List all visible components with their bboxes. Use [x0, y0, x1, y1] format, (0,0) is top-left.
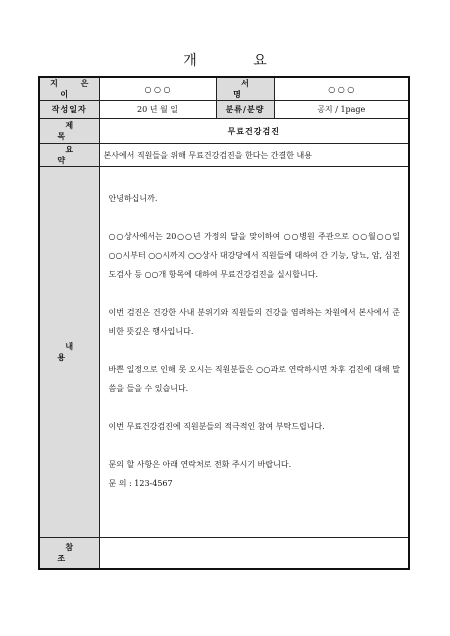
greeting-text: 안녕하십니까.: [108, 194, 158, 203]
subject-label: 제 목: [39, 119, 99, 144]
summary-row: [39, 144, 409, 167]
summary-label: 요 약: [39, 144, 99, 167]
author-label: 지 은 이: [39, 77, 99, 101]
author-value: ○ ○ ○: [99, 77, 216, 101]
sign-label: 서 명: [216, 77, 274, 101]
date-label: 작성일자: [39, 101, 99, 119]
content-paragraph-1: ○○상사에서는 20○○년 가정의 달을 맞이하여 ○○병원 주관으로 ○○월○○일 ○○시부터 ○○시까지 ○○상사 대강당에서 직원들에 대하여 간 기능, 당뇨, 암, 심전도검사 등 ○○개 항목에 대하여 무료건강검진을 실시합니다.: [108, 232, 400, 279]
summary-form-table: [38, 76, 410, 570]
subject-row: [39, 119, 409, 144]
category-label: 분류/분량: [216, 101, 274, 119]
content-body: [99, 167, 409, 538]
contact-note: 문의 할 사항은 아래 연락처로 전화 주시기 바랍니다.: [108, 460, 292, 469]
content-paragraph-2: 이번 검진은 건강한 사내 분위기와 직원들의 건강을 염려하는 차원에서 본사에서 준비한 뜻깊은 행사입니다.: [108, 308, 400, 336]
author-row: [39, 77, 409, 101]
reference-value: [99, 538, 409, 569]
subject-value: 무료건강검진: [99, 119, 409, 144]
content-label: 내 용: [39, 167, 99, 538]
category-value: 공지 / 1page: [274, 101, 409, 119]
contact-number: 문 의 : 123-4567: [108, 479, 173, 488]
content-row: [39, 167, 409, 538]
summary-value: 본사에서 직원들을 위해 무료건강검진을 한다는 간결한 내용: [99, 144, 409, 167]
reference-label: 참 조: [39, 538, 99, 569]
date-value: 20 년 월 일: [99, 101, 216, 119]
content-paragraph-3: 바쁜 일정으로 인해 못 오시는 직원분들은 ○○과로 연락하시면 차후 검진에 대해 말씀을 들을 수 있습니다.: [108, 365, 400, 393]
sign-value: ○ ○ ○: [274, 77, 409, 101]
date-row: [39, 101, 409, 119]
document-title: 개 요: [183, 53, 293, 69]
reference-row: [39, 538, 409, 569]
content-paragraph-4: 이번 무료건강검진에 직원분들의 적극적인 참여 부탁드립니다.: [108, 422, 325, 431]
